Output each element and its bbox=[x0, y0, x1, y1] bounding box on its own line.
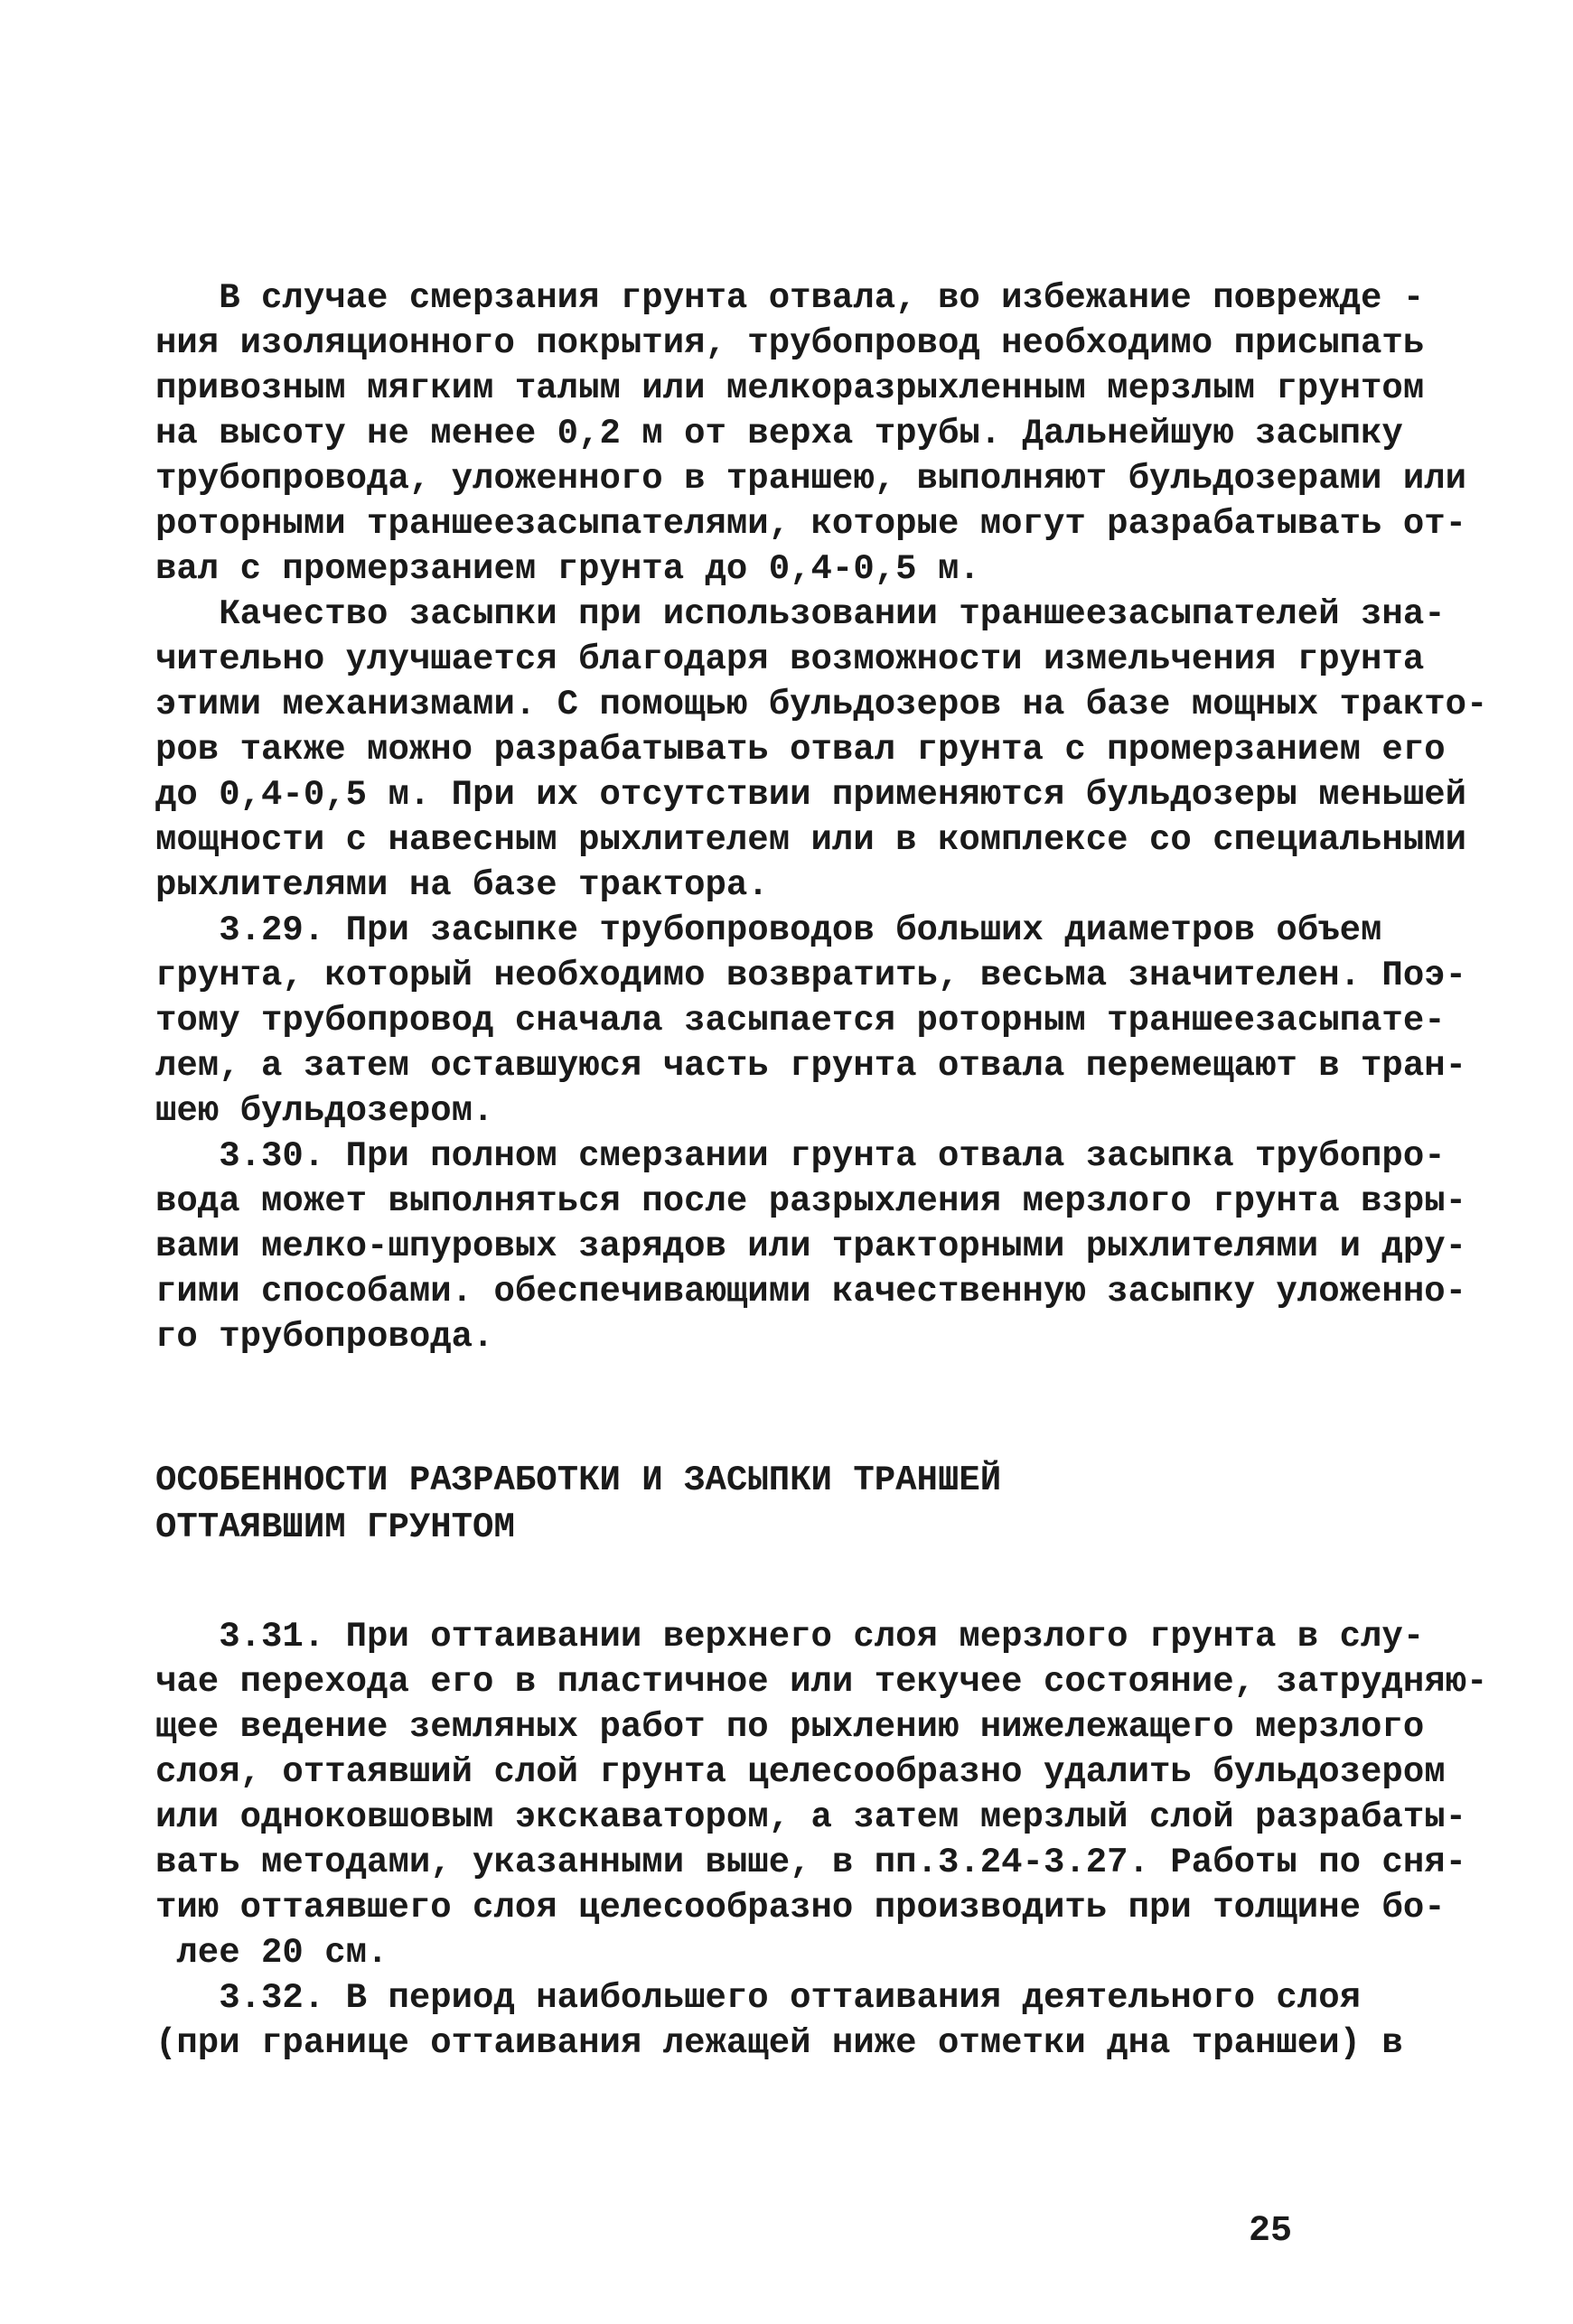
text-line: Качество засыпки при использовании траншеезасыпателей зна- bbox=[155, 594, 1446, 634]
text-line: тию оттаявшего слоя целесообразно производить при толщине бо- bbox=[155, 1888, 1446, 1927]
text-line: ров также можно разрабатывать отвал грунта с промерзанием его bbox=[155, 730, 1446, 770]
text-line: до 0,4-0,5 м. При их отсутствии применяются бульдозеры меньшей bbox=[155, 775, 1467, 815]
text-line: мощности с навесным рыхлителем или в комплексе со специальными bbox=[155, 820, 1467, 860]
text-line: вами мелко-шпуровых зарядов или тракторными рыхлителями и дру- bbox=[155, 1227, 1467, 1266]
text-line: тому трубопровод сначала засыпается роторным траншеезасыпате- bbox=[155, 1001, 1446, 1041]
text-line: щее ведение земляных работ по рыхлению нижележащего мерзлого bbox=[155, 1707, 1425, 1747]
paragraph bbox=[155, 1975, 1403, 2066]
text-line: трубопровода, уложенного в траншею, выполняют бульдозерами или bbox=[155, 459, 1467, 499]
text-line: лем, а затем оставшуюся часть грунта отвала перемещают в тран- bbox=[155, 1046, 1467, 1086]
text-line: роторными траншеезасыпателями, которые могут разрабатывать от- bbox=[155, 504, 1467, 544]
paragraph bbox=[155, 908, 1467, 1134]
text-line: шею бульдозером. bbox=[155, 1091, 494, 1131]
text-line: этими механизмами. С помощью бульдозеров на базе мощных тракто- bbox=[155, 685, 1488, 724]
text-line: (при границе оттаивания лежащей ниже отметки дна траншеи) в bbox=[155, 2023, 1403, 2063]
paragraph bbox=[155, 592, 1488, 908]
text-line: чительно улучшается благодаря возможности измельчения грунта bbox=[155, 639, 1425, 679]
text-line: грунта, который необходимо возвратить, весьма значителен. Поэ- bbox=[155, 956, 1467, 995]
text-line: го трубопровода. bbox=[155, 1317, 494, 1357]
paragraph bbox=[155, 1134, 1467, 1359]
text-line: ния изоляционного покрытия, трубопровод необходимо присыпать bbox=[155, 323, 1425, 363]
section-heading bbox=[155, 1457, 1330, 1551]
text-line: гими способами. обеспечивающими качественную засыпку уложенно- bbox=[155, 1272, 1467, 1311]
text-line: вода может выполняться после разрыхления мерзлого грунта взры- bbox=[155, 1181, 1467, 1221]
text-line: рыхлителями на базе трактора. bbox=[155, 865, 769, 905]
page-number: 25 bbox=[1249, 2211, 1293, 2252]
text-line: 3.29. При засыпке трубопроводов больших диаметров объем bbox=[155, 910, 1382, 950]
text-line: вать методами, указанными выше, в пп.3.24-3.27. Работы по сня- bbox=[155, 1843, 1467, 1882]
text-line: привозным мягким талым или мелкоразрыхленным мерзлым грунтом bbox=[155, 369, 1425, 408]
text-line: 3.32. В период наибольшего оттаивания деятельного слоя bbox=[155, 1978, 1362, 2018]
text-line: на высоту не менее 0,2 м от верха трубы. Дальнейшую засыпку bbox=[155, 414, 1403, 453]
text-line: вал с промерзанием грунта до 0,4-0,5 м. bbox=[155, 549, 980, 589]
text-line: или одноковшовым экскаватором, а затем мерзлый слой разрабаты- bbox=[155, 1797, 1467, 1837]
text-line: 3.30. При полном смерзании грунта отвала засыпка трубопро- bbox=[155, 1136, 1446, 1176]
text-line: чае перехода его в пластичное или текучее состояние, затрудняю- bbox=[155, 1662, 1488, 1702]
text-line: В случае смерзания грунта отвала, во избежание поврежде - bbox=[155, 278, 1425, 318]
text-line: слоя, оттаявший слой грунта целесообразно удалить бульдозером bbox=[155, 1752, 1446, 1792]
paragraph bbox=[155, 1614, 1488, 1975]
text-line: лее 20 см. bbox=[155, 1933, 389, 1973]
paragraph bbox=[155, 275, 1467, 592]
page-content bbox=[155, 275, 1488, 2066]
heading-line: ОСОБЕННОСТИ РАЗРАБОТКИ И ЗАСЫПКИ ТРАНШЕЙ bbox=[155, 1461, 1002, 1500]
heading-line: ОТТАЯВШИМ ГРУНТОМ bbox=[155, 1507, 515, 1547]
text-line: 3.31. При оттаивании верхнего слоя мерзлого грунта в слу- bbox=[155, 1617, 1425, 1657]
